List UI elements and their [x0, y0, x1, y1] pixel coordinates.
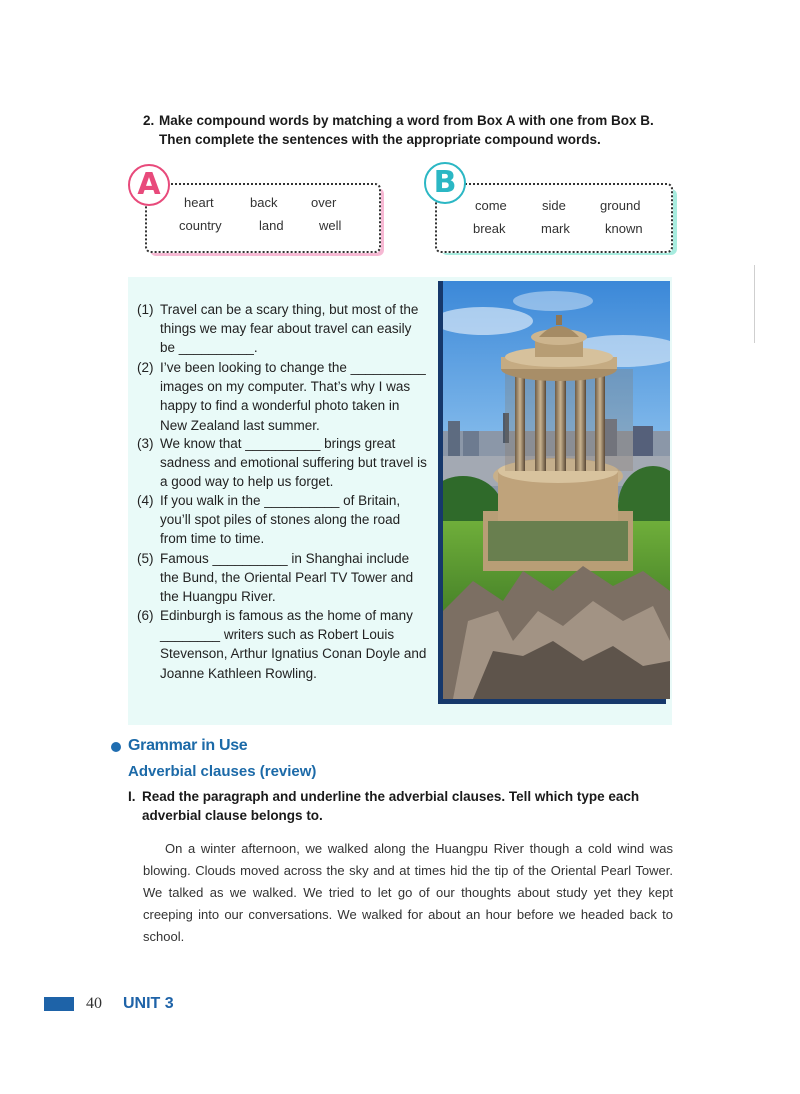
question-item — [137, 300, 429, 358]
box-b — [435, 183, 673, 253]
question-text: I’ve been looking to change the __________ images on my computer. That’s why I was happy to find a wonderful photo taken in New Zealand last summer. — [160, 360, 426, 433]
box-b-word: mark — [541, 221, 570, 236]
section-title: Grammar in Use — [128, 737, 248, 754]
section-subtitle: Adverbial clauses (review) — [128, 763, 317, 780]
question-item — [137, 358, 429, 435]
box-b-word: break — [473, 221, 506, 236]
question-item — [137, 434, 429, 492]
box-a-word: back — [250, 195, 278, 210]
question-text: We know that __________ brings great sadness and emotional suffering but travel is a good way to help us forget. — [160, 436, 427, 490]
exercise-instruction — [143, 111, 683, 151]
box-b-word: known — [605, 221, 643, 236]
box-a-word: heart — [184, 195, 214, 210]
question-item — [137, 549, 429, 607]
question-text: If you walk in the __________ of Britain, you’ll spot piles of stones along the road from time to time. — [160, 493, 401, 547]
question-number: (2) — [137, 360, 154, 375]
box-a-word: land — [259, 218, 284, 233]
question-text: Edinburgh is famous as the home of many ________ writers such as Robert Louis Stevenson, Arthur Ignatius Conan Doyle and Joanne Kathleen Rowling. — [160, 608, 427, 681]
box-b-word: side — [542, 198, 566, 213]
question-number: (4) — [137, 493, 154, 508]
question-text: Travel can be a scary thing, but most of the things we may fear about travel can easily be __________. — [160, 302, 419, 356]
grammar-task-text: Read the paragraph and underline the adverbial clauses. Tell which type each adverbial clause belongs to. — [142, 789, 640, 823]
question-number: (6) — [137, 608, 154, 623]
grammar-task-number: I. — [128, 789, 136, 804]
question-text: Famous __________ in Shanghai include the Bund, the Oriental Pearl TV Tower and the Huangpu River. — [160, 551, 414, 605]
box-a-word: over — [311, 195, 337, 210]
box-a-word: country — [179, 218, 222, 233]
question-number: (5) — [137, 551, 154, 566]
question-item — [137, 491, 429, 549]
grammar-task — [128, 787, 668, 827]
page-edge-line — [754, 265, 755, 343]
page-number: 40 — [86, 995, 102, 1012]
paragraph-text: On a winter afternoon, we walked along the Huangpu River though a cold wind was blowing. Clouds moved across the sky and at times hid the tip of the Oriental Pearl Tower. We talked as we walked. We tried to let go of our thoughts about study yet they kept creeping into our conversations. We walked for about an hour before we headed back to school. — [143, 841, 673, 944]
box-b-word: come — [475, 198, 507, 213]
monument-photo — [443, 281, 670, 699]
section-bullet — [111, 742, 121, 752]
box-a-badge: A — [128, 164, 170, 206]
unit-label: UNIT 3 — [123, 995, 174, 1012]
box-a — [145, 183, 381, 253]
exercise-number: 2. — [143, 113, 155, 128]
question-number: (1) — [137, 302, 154, 317]
box-b-word: ground — [600, 198, 641, 213]
grammar-paragraph — [143, 838, 673, 948]
question-item — [137, 606, 429, 683]
exercise-instruction-text: Make compound words by matching a word from Box A with one from Box B. Then complete the sentences with the appropriate compound words. — [159, 113, 654, 147]
box-a-word: well — [319, 218, 342, 233]
box-b-badge: B — [424, 162, 466, 204]
monument-illustration — [443, 281, 670, 699]
footer-bar — [44, 997, 74, 1011]
question-number: (3) — [137, 436, 154, 451]
